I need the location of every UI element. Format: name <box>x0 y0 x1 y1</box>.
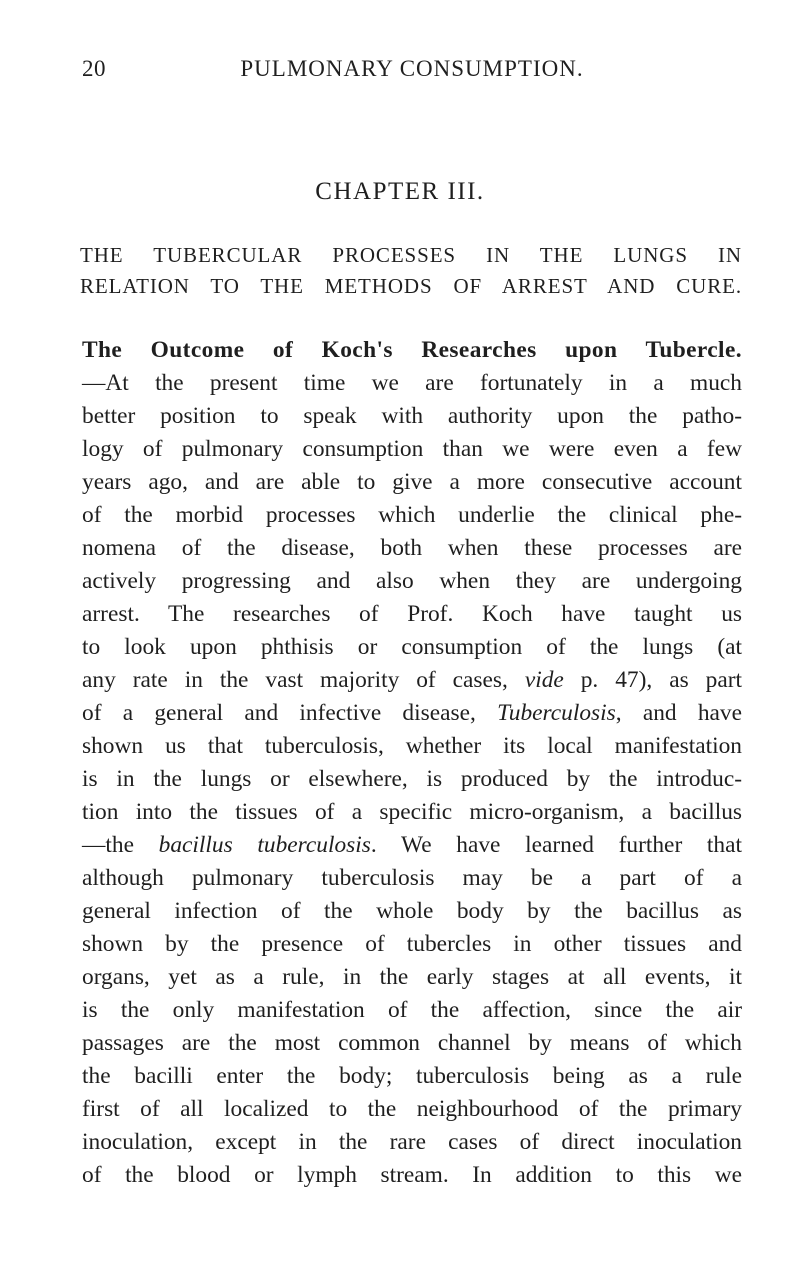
body-line <box>82 367 742 400</box>
body-line <box>82 730 742 763</box>
italic-text: bacillus tuberculosis <box>158 832 371 858</box>
body-line <box>82 961 742 994</box>
text-run: is in the lungs or elsewhere, is produced by the introduc- <box>82 766 742 792</box>
body-line <box>82 499 742 532</box>
body-line <box>82 862 742 895</box>
text-run: —the <box>82 832 159 858</box>
running-head <box>82 56 742 86</box>
text-run: , and have <box>615 700 742 726</box>
body-line <box>82 1159 742 1192</box>
section-heading-line <box>82 334 742 367</box>
body-line <box>82 565 742 598</box>
body-line <box>82 400 742 433</box>
body-line <box>82 433 742 466</box>
text-run: nomena of the disease, both when these processes are <box>82 535 742 561</box>
body-line <box>82 631 742 664</box>
body-line <box>82 796 742 829</box>
italic-text: vide <box>524 667 564 693</box>
body-line <box>82 1126 742 1159</box>
text-run: tion into the tissues of a specific micro-organism, a bacillus <box>82 799 742 825</box>
text-run: any rate in the vast majority of cases, <box>82 667 525 693</box>
text-run: logy of pulmonary consumption than we were even a few <box>82 436 742 462</box>
text-run: years ago, and are able to give a more consecutive account <box>82 469 742 495</box>
text-run: inoculation, except in the rare cases of direct inoculation <box>82 1129 742 1155</box>
chapter-subtitle <box>80 240 742 302</box>
text-run: although pulmonary tuberculosis may be a part of a <box>82 865 742 891</box>
body-text <box>82 334 742 1192</box>
text-run: is the only manifestation of the affection, since the air <box>82 997 742 1023</box>
text-run: shown by the presence of tubercles in other tissues and <box>82 931 742 957</box>
body-line <box>82 532 742 565</box>
text-run: better position to speak with authority upon the patho- <box>82 403 742 429</box>
text-run: passages are the most common channel by means of which <box>82 1030 742 1056</box>
text-run: to look upon phthisis or consumption of the lungs (at <box>82 634 742 660</box>
body-line <box>82 598 742 631</box>
text-run: the bacilli enter the body; tuberculosis being as a rule <box>82 1063 742 1089</box>
body-line <box>82 664 742 697</box>
body-line <box>82 1093 742 1126</box>
body-line <box>82 994 742 1027</box>
body-line <box>82 928 742 961</box>
body-line <box>82 829 742 862</box>
text-run: shown us that tuberculosis, whether its local manifestation <box>82 733 742 759</box>
text-run: of the morbid processes which underlie the clinical phe- <box>82 502 742 528</box>
body-line <box>82 1060 742 1093</box>
text-run: first of all localized to the neighbourhood of the primary <box>82 1096 742 1122</box>
text-run: organs, yet as a rule, in the early stages at all events, it <box>82 964 742 990</box>
text-run: of a general and infective disease, <box>82 700 498 726</box>
text-run: actively progressing and also when they are undergoing <box>82 568 742 594</box>
text-run: of the blood or lymph stream. In addition to this we <box>82 1162 742 1188</box>
chapter-title: CHAPTER III. <box>315 178 485 205</box>
body-line <box>82 895 742 928</box>
chapter-subtitle-line: THE TUBERCULAR PROCESSES IN THE LUNGS IN <box>80 243 742 267</box>
body-line <box>82 763 742 796</box>
italic-text: Tuberculosis <box>497 700 616 726</box>
text-run: —At the present time we are fortunately in a much <box>82 370 742 396</box>
text-run: general infection of the whole body by the bacillus as <box>82 898 742 924</box>
text-run: . We have learned further that <box>370 832 742 858</box>
chapter-subtitle-line: RELATION TO THE METHODS OF ARREST AND CURE. <box>80 274 742 298</box>
page-number: 20 <box>82 56 106 81</box>
text-run: arrest. The researches of Prof. Koch have taught us <box>82 601 742 627</box>
body-line <box>82 697 742 730</box>
body-line <box>82 1027 742 1060</box>
body-line <box>82 466 742 499</box>
body-lines <box>82 367 742 1192</box>
section-heading: The Outcome of Koch's Researches upon Tubercle. <box>82 337 742 363</box>
text-run: p. 47), as part <box>563 667 742 693</box>
running-title: PULMONARY CONSUMPTION. <box>240 56 584 81</box>
